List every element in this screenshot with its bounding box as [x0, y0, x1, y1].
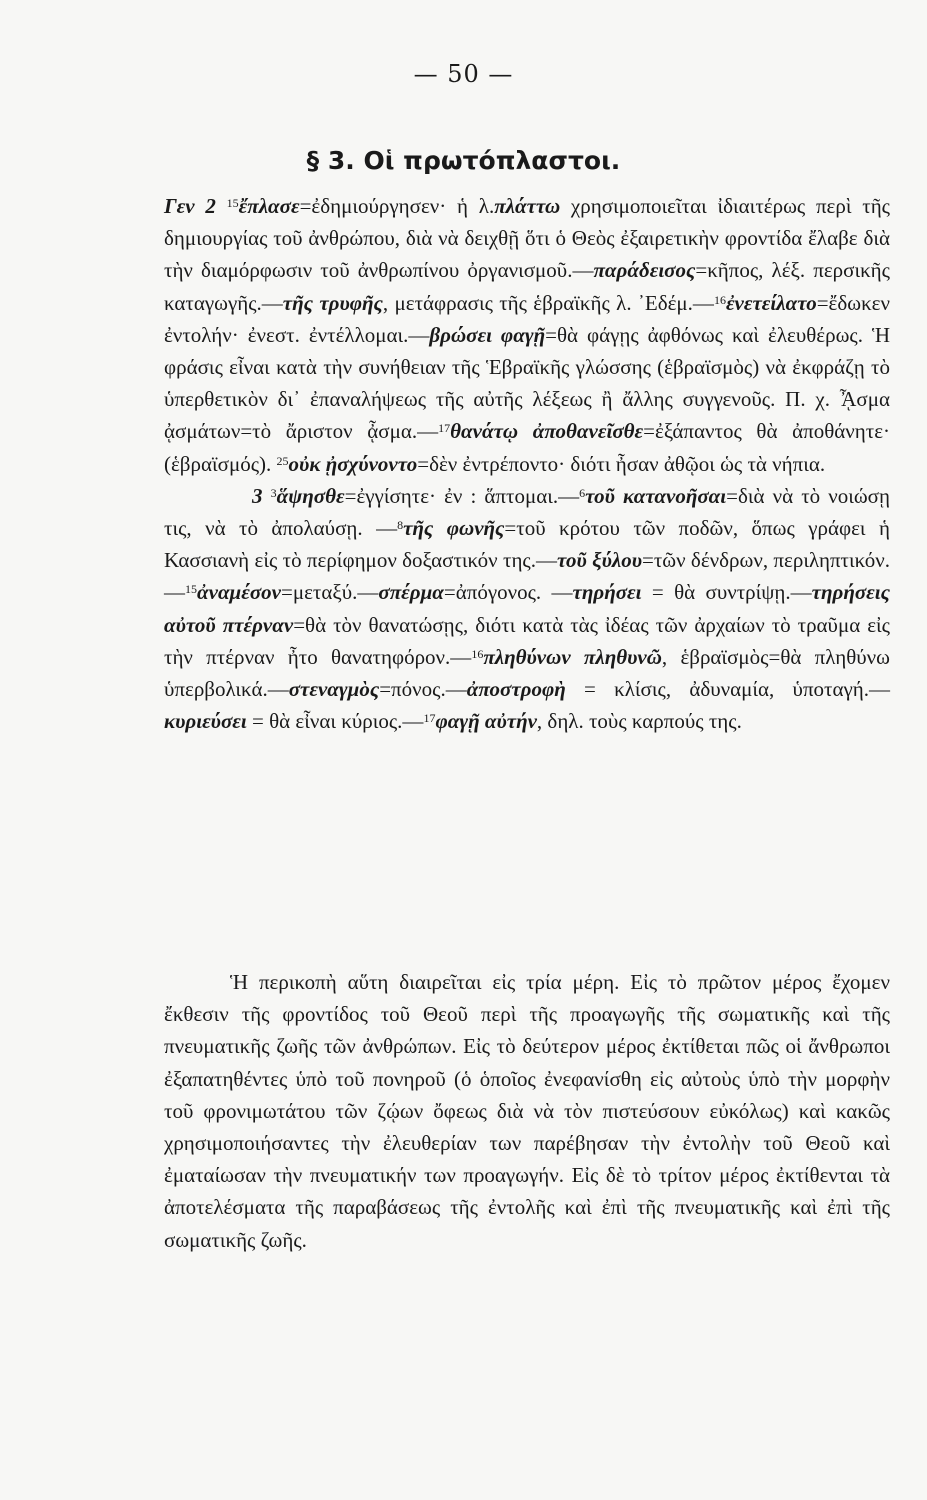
term: θανάτῳ ἀποθανεῖσθε [450, 419, 644, 444]
verse-number: 3 [270, 485, 277, 500]
term: τοῦ κατανοῆσαι [585, 483, 727, 508]
verse-number: 6 [579, 485, 586, 500]
term: στεναγμὸς [288, 677, 380, 702]
body-paragraph: Ἡ περικοπὴ αὕτη διαιρεῖται εἰς τρία μέρη. Εἰς τὸ πρῶτον μέρος ἔχομεν ἔκθεσιν τῆς φροντίδος τοῦ Θεοῦ περὶ τῆς προαγωγῆς τῆς σωματικῆς καὶ τῆς πνευματικῆς ζωῆς τῶν ἀνθρώπων. Εἰς τὸ δεύτερον μέρος ἐκτίθεται πῶς οἱ ἄνθρωποι ἐξαπατηθέντες ὑπὸ τοῦ πονηροῦ (ὁ ὁποῖος ἐνεφανίσθη εἰς αὐτοὺς ὑπὸ τὴν μορφὴν τοῦ φρονιμωτάτου τῶν ζῴων ὄφεως διὰ νὰ τὸν πιστεύσουν εὐκόλως) καὶ κακῶς χρησιμοποιήσαντες τὴν ἐλευθερίαν των παρέβησαν τὴν ἐντολὴν τοῦ Θεοῦ καὶ ἐματαίωσαν τὴν πνευματικήν των προαγωγήν. Εἰς δὲ τὸ τρίτον μέρος ἐκτίθενται τὰ ἀποτελέσματα τῆς παραβάσεως τῆς ἐντολῆς καὶ ἐπὶ τῆς πνευματικῆς καὶ ἐπὶ τῆς σωματικῆς ζωῆς. [164, 970, 890, 1252]
section-title [0, 146, 927, 175]
gloss: =θὰ τὸν θανατώσῃς, διότι κατὰ τὰς ἰδέας τῶν ἀρχαίων τὸ τραῦμα εἰς τὴν πτέρναν ἦτο θανατηφόρον.— [164, 612, 890, 669]
gloss: , δηλ. τοὺς καρπούς της. [536, 709, 742, 734]
term: πληθύνων πληθυνῶ [483, 644, 662, 669]
term: ἐνετείλατο [725, 290, 817, 315]
gloss: = θὰ εἶναι κύριος.— [246, 709, 424, 734]
notes-paragraph [164, 190, 890, 737]
verse-number: 15 [226, 196, 239, 210]
gloss: =δὲν ἐντρέποντο· διότι ἦσαν ἀθῷοι ὡς τὰ νήπια. [417, 451, 826, 476]
gloss: =διὰ νὰ τὸ νοιώσῃ τις, νὰ τὸ ἀπολαύσῃ. — [164, 483, 890, 541]
chapter-reference: Γεν 2 [164, 194, 216, 218]
term: κυριεύσει [164, 709, 247, 734]
term: σπέρμα [378, 580, 444, 605]
term: παράδεισος [593, 258, 696, 283]
gloss: , μετάφρασις τῆς ἑβραϊκῆς λ. ᾽Εδέμ.— [382, 290, 714, 315]
term: ἀποστροφὴ [466, 677, 566, 702]
commentary-notes [164, 190, 890, 737]
gloss: =ἐγγίσητε· ἐν : ἅπτομαι.— [344, 483, 580, 508]
gloss: =τῶν δένδρων, περιληπτικόν.— [164, 548, 891, 605]
verse-number: 16 [471, 646, 484, 661]
verse-number: 17 [438, 421, 451, 436]
page-number: — 50 — [413, 60, 514, 88]
gloss: =κῆπος, λέξ. περσικῆς καταγωγῆς.— [164, 258, 890, 315]
gloss: , ἑβραϊσμὸς=θὰ πληθύνω ὑπερβολικά.— [164, 644, 891, 702]
term: τηρήσεις αὐτοῦ πτέρναν [164, 580, 890, 637]
verse-number: 25 [276, 453, 289, 468]
gloss: =ἐδημιούργησεν· ἡ λ. [299, 194, 495, 218]
gloss: =ἐξάπαντος θὰ ἀποθάνητε· (ἑβραϊσμός). [164, 419, 891, 476]
gloss: = κλίσις, ἀδυναμία, ὑποταγή.— [565, 677, 890, 702]
verse-number: 15 [185, 582, 197, 597]
term: πλάττω [494, 194, 561, 218]
gloss: =πόνος.— [379, 677, 467, 702]
verse-number: 8 [397, 518, 404, 533]
term: ἔπλασε [238, 194, 300, 218]
gloss: =ἔδωκεν ἐντολήν· ἐνεστ. ἐντέλλομαι.— [164, 290, 890, 347]
term: οὐκ ᾐσχύνοντο [288, 451, 418, 476]
gloss: =θὰ φάγῃς ἀφθόνως καὶ ἐλευθέρως. Ἡ φράσις εἶναι κατὰ τὴν συνήθειαν τῆς Ἑβραϊκῆς γλώσσης (ἑβραϊσμὸς) νὰ ἐκφράζῃ τὸ ὑπερθετικὸν δι᾽ ἐπαναλήψεως τῆς αὐτῆς λέξεως ἢ ἄλλης συγγενοῦς. Π. χ. ᾎσμα ᾀσμάτων=τὸ ἄριστον ᾆσμα.— [164, 322, 890, 444]
term: ἅψησθε [276, 483, 345, 508]
gloss: χρησιμοποιεῖται ἰδιαιτέρως περὶ τῆς δημιουργίας τοῦ ἀνθρώπου, διὰ νὰ δειχθῇ ὅτι ὁ Θεὸς ἐξαιρετικὴν φροντίδα ἔλαβε διὰ τὴν διαμόρφωσιν τοῦ ἀνθρωπίνου ὀργανισμοῦ.— [164, 194, 890, 283]
verse-number: 17 [423, 711, 436, 726]
gloss: =μεταξύ.— [281, 580, 379, 605]
chapter-number: 3 [252, 483, 263, 508]
section-title-text: § 3. Οἱ πρωτόπλαστοι. [306, 146, 621, 175]
term: τοῦ ξύλου [557, 548, 642, 573]
term: ἀναμέσον [197, 580, 281, 605]
verse-number: 16 [713, 292, 726, 307]
term: τῆς τρυφῆς [282, 290, 383, 315]
term: τῆς φωνῆς [403, 516, 505, 541]
gloss: =ἀπόγονος. — [443, 580, 573, 605]
term: βρώσει φαγῇ [429, 322, 546, 347]
gloss: =τοῦ κρότου τῶν ποδῶν, ὅπως γράφει ἡ Κασσιανὴ εἰς τὸ περίφημον δοξαστικόν της.— [164, 516, 890, 573]
gloss: = θὰ συντρίψῃ.— [641, 580, 812, 605]
body-paragraph-block [164, 966, 890, 1256]
term: τηρήσει [572, 580, 642, 605]
term: φαγῇ αὐτήν [435, 709, 537, 734]
